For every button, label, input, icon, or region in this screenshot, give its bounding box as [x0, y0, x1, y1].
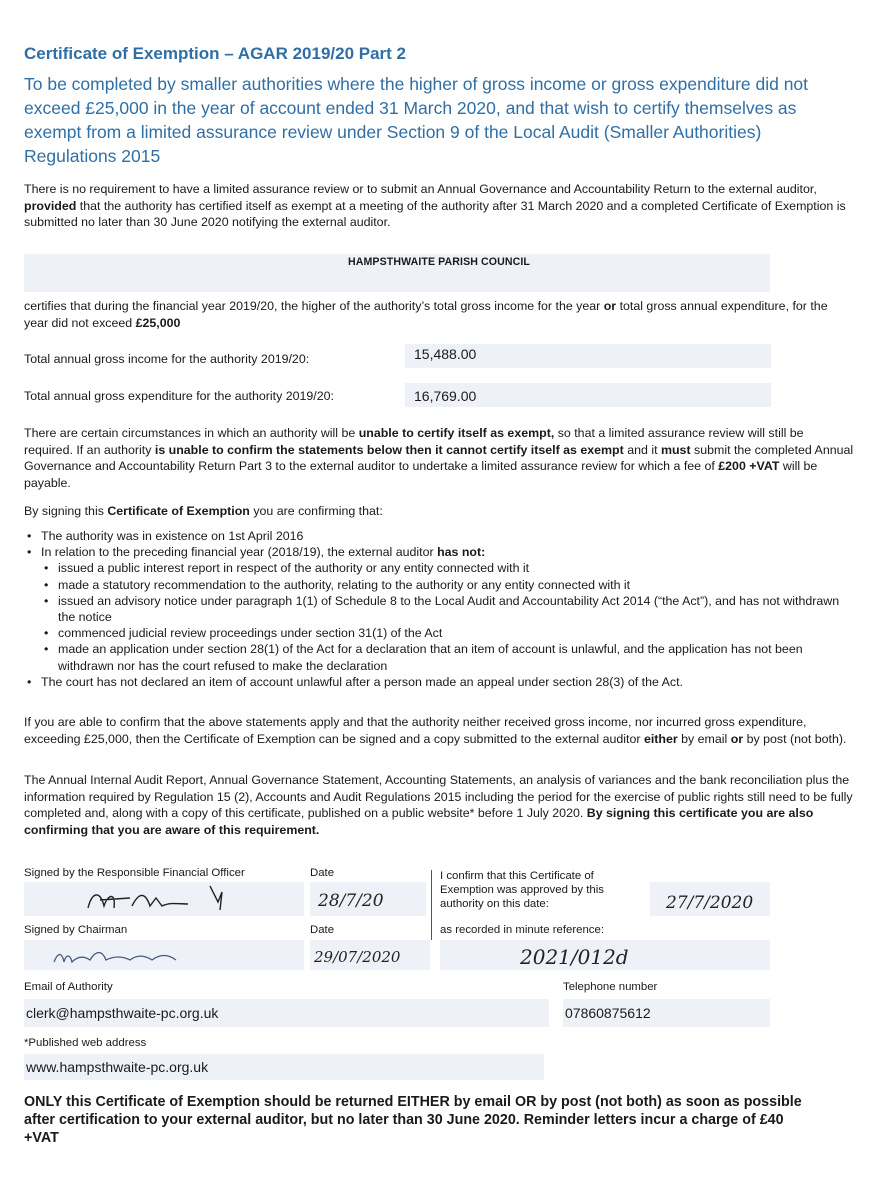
confirm-paragraph: If you are able to confirm that the above statements apply and that the authority neither received gross income, nor incurred gross expenditure, exceeding £25,000, then the Certificate of Exemption can be signed and a copy submitted to the external auditor either by email or by post (not both). — [24, 715, 847, 746]
list-item: • The court has not declared an item of account unlawful after a person made an appeal under section 28(3) of the Act. — [24, 674, 854, 690]
chairman-date: 29/07/2020 — [314, 948, 401, 966]
minute-reference-label: as recorded in minute reference: — [440, 924, 604, 936]
rfo-signature — [70, 880, 230, 920]
email-label: Email of Authority — [24, 981, 113, 993]
rfo-date-label: Date — [310, 867, 335, 879]
rfo-date: 28/7/20 — [318, 891, 384, 911]
approval-label: I confirm that this Certificate of Exemption was approved by this authority on this date: — [440, 870, 604, 910]
expenditure-value: 16,769.00 — [414, 388, 477, 404]
list-item: • made an application under section 28(1) of the Act for a declaration that an item of account is unlawful, and the application has not been withdrawn nor has the court refused to make the declaration — [41, 641, 854, 673]
approval-date: 27/7/2020 — [666, 893, 754, 913]
certifies-paragraph: certifies that during the financial year 2019/20, the higher of the authority’s total gross income for the year or total gross annual expenditure, for the year did not exceed £25,000 — [24, 299, 828, 330]
minute-reference: 2021/012d — [520, 945, 629, 969]
income-label: Total annual gross income for the authority 2019/20: — [24, 352, 310, 366]
certificate-title: Certificate of Exemption – AGAR 2019/20 Part 2 — [24, 44, 407, 63]
list-item: • commenced judicial review proceedings under section 31(1) of the Act — [41, 625, 854, 641]
authority-name: HAMPSTHWAITE PARISH COUNCIL — [347, 256, 530, 268]
expenditure-label: Total annual gross expenditure for the authority 2019/20: — [24, 389, 334, 403]
phone-label: Telephone number — [563, 981, 658, 993]
list-item: • issued a public interest report in respect of the authority or any entity connected with it — [41, 560, 854, 576]
return-instructions: ONLY this Certificate of Exemption should be returned EITHER by email OR by post (not both) as soon as possible after certification to your external auditor, but no later than 30 June 2020. Reminder letters incur a charge of £40 +VAT — [24, 1094, 802, 1146]
rfo-signature-label: Signed by the Responsible Financial Officer — [24, 867, 245, 879]
email-value: clerk@hampsthwaite-pc.org.uk — [26, 1005, 219, 1021]
web-address-label: *Published web address — [24, 1037, 147, 1049]
list-item: • The authority was in existence on 1st April 2016 — [24, 528, 854, 544]
chairman-signature-label: Signed by Chairman — [24, 924, 128, 936]
signing-paragraph: By signing this Certificate of Exemption you are confirming that: — [24, 504, 383, 518]
list-item: • made a statutory recommendation to the authority, relating to the authority or any entity connected with it — [41, 577, 854, 593]
chairman-date-label: Date — [310, 924, 335, 936]
conditions-list — [24, 528, 854, 690]
sub-conditions-list — [41, 560, 854, 673]
certificate-subtitle: To be completed by smaller authorities where the higher of gross income or gross expenditure did not exceed £25,000 in the year of account ended 31 March 2020, and that wish to certify themselves as exempt from a limited assurance review under Section 9 of the Local Audit (Smaller Authorities) Regulations 2015 — [24, 74, 809, 166]
phone-value: 07860875612 — [565, 1005, 651, 1021]
web-address-value: www.hampsthwaite-pc.org.uk — [26, 1059, 209, 1075]
divider — [431, 870, 432, 940]
list-item: • issued an advisory notice under paragraph 1(1) of Schedule 8 to the Local Audit and Accountability Act 2014 (“the Act”), and has not withdrawn the notice — [41, 593, 854, 625]
annual-report-paragraph: The Annual Internal Audit Report, Annual Governance Statement, Accounting Statements, an analysis of variances and the bank reconciliation plus the information required by Regulation 15 (2), Accounts and Audit Regulations 2015 including the period for the exercise of public rights still need to be fully completed and, along with a copy of this certificate, published on a public website* before 1 July 2020. By signing this certificate you are also confirming that you are aware of this requirement. — [24, 773, 853, 837]
chairman-signature — [50, 942, 200, 970]
list-item: • In relation to the preceding financial year (2018/19), the external auditor has not: • issued a public interest report in respect of the authority or any entity connected with it • made a statutory recommendation to the authority, relating to the authority or any entity connected with it • issued an advisory notice under paragraph 1(1) of Schedule 8 to the Local Audit and Accountability Act 2014 (“the Act”), and has not withdrawn the notice • commenced judicial review proceedings under section 31(1) of the Act • made an application under section 28(1) of the Act for a declaration that an item of account is unlawful, and the application has not been withdrawn nor has the court refused to make the declaration — [24, 544, 854, 674]
income-value: 15,488.00 — [414, 346, 477, 362]
circumstances-paragraph: There are certain circumstances in which an authority will be unable to certify itself as exempt, so that a limited assurance review will still be required. If an authority is unable to confirm the statements below then it cannot certify itself as exempt and it must submit the completed Annual Governance and Accountability Return Part 3 to the external auditor to undertake a limited assurance review for which a fee of £200 +VAT will be payable. — [24, 426, 854, 490]
intro-paragraph: There is no requirement to have a limited assurance review or to submit an Annual Governance and Accountability Return to the external auditor, provided that the authority has certified itself as exempt at a meeting of the authority after 31 March 2020 and a completed Certificate of Exemption is submitted no later than 30 June 2020 notifying the external auditor. — [24, 182, 846, 230]
